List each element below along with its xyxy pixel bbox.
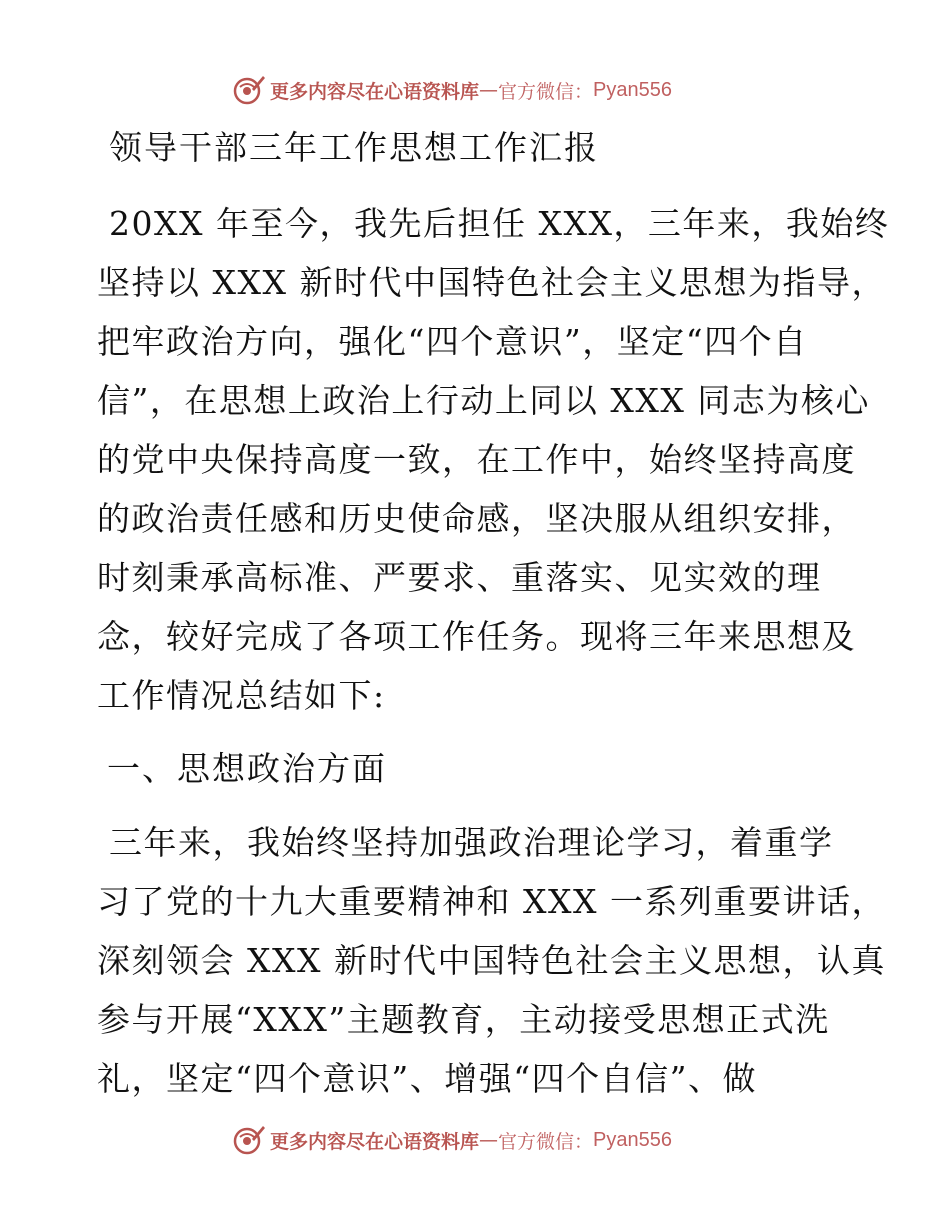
document-body [97,118,890,1108]
paragraph-line: 的党中央保持高度一致，在工作中，始终坚持高度 [97,440,856,479]
watermark-header [232,70,672,110]
paragraph-section1 [97,813,886,1108]
section-heading: 一、思想政治方面 [107,749,387,788]
paragraph-line: 坚持以 XXX 新时代中国特色社会主义思想为指导， [97,263,886,302]
paragraph-line: 习了党的十九大重要精神和 XXX 一系列重要讲话， [97,882,886,921]
watermark-wechat-label: 官方微信： [498,80,594,103]
watermark-text: 更多内容尽在心语资料库 [270,80,480,103]
watermark-wechat-id: Pyan556 [593,1128,672,1151]
quill-logo-icon [232,73,266,107]
paragraph-line: 参与开展“XXX”主题教育，主动接受思想正式洗 [97,1000,830,1039]
watermark-text: 更多内容尽在心语资料库 [270,1130,480,1153]
watermark-wechat-label: 官方微信： [498,1130,594,1153]
paragraph-line: 20XX 年至今，我先后担任 XXX，三年来，我始终 [109,204,890,243]
paragraph-line: 的政治责任感和历史使命感，坚决服从组织安排， [97,499,856,538]
paragraph-line: 礼，坚定“四个意识”、增强“四个自信”、做 [97,1059,757,1098]
paragraph-line: 深刻领会 XXX 新时代中国特色社会主义思想，认真 [97,941,886,980]
watermark-wechat-id: Pyan556 [593,78,672,101]
watermark-dash: — [479,79,499,101]
watermark-dash: — [479,1129,499,1151]
paragraph-intro [97,194,890,725]
document-title: 领导干部三年工作思想工作汇报 [109,128,599,167]
quill-logo-icon [232,1123,266,1157]
paragraph-line: 时刻秉承高标准、严要求、重落实、见实效的理 [97,558,822,597]
paragraph-line: 工作情况总结如下: [97,676,386,715]
paragraph-line: 把牢政治方向，强化“四个意识”，坚定“四个自 [97,322,808,361]
paragraph-line: 三年来，我始终坚持加强政治理论学习，着重学 [109,823,834,862]
paragraph-line: 信”，在思想上政治上行动上同以 XXX 同志为核心 [97,381,870,420]
paragraph-line: 念，较好完成了各项工作任务。现将三年来思想及 [97,617,856,656]
watermark-footer [232,1120,672,1160]
